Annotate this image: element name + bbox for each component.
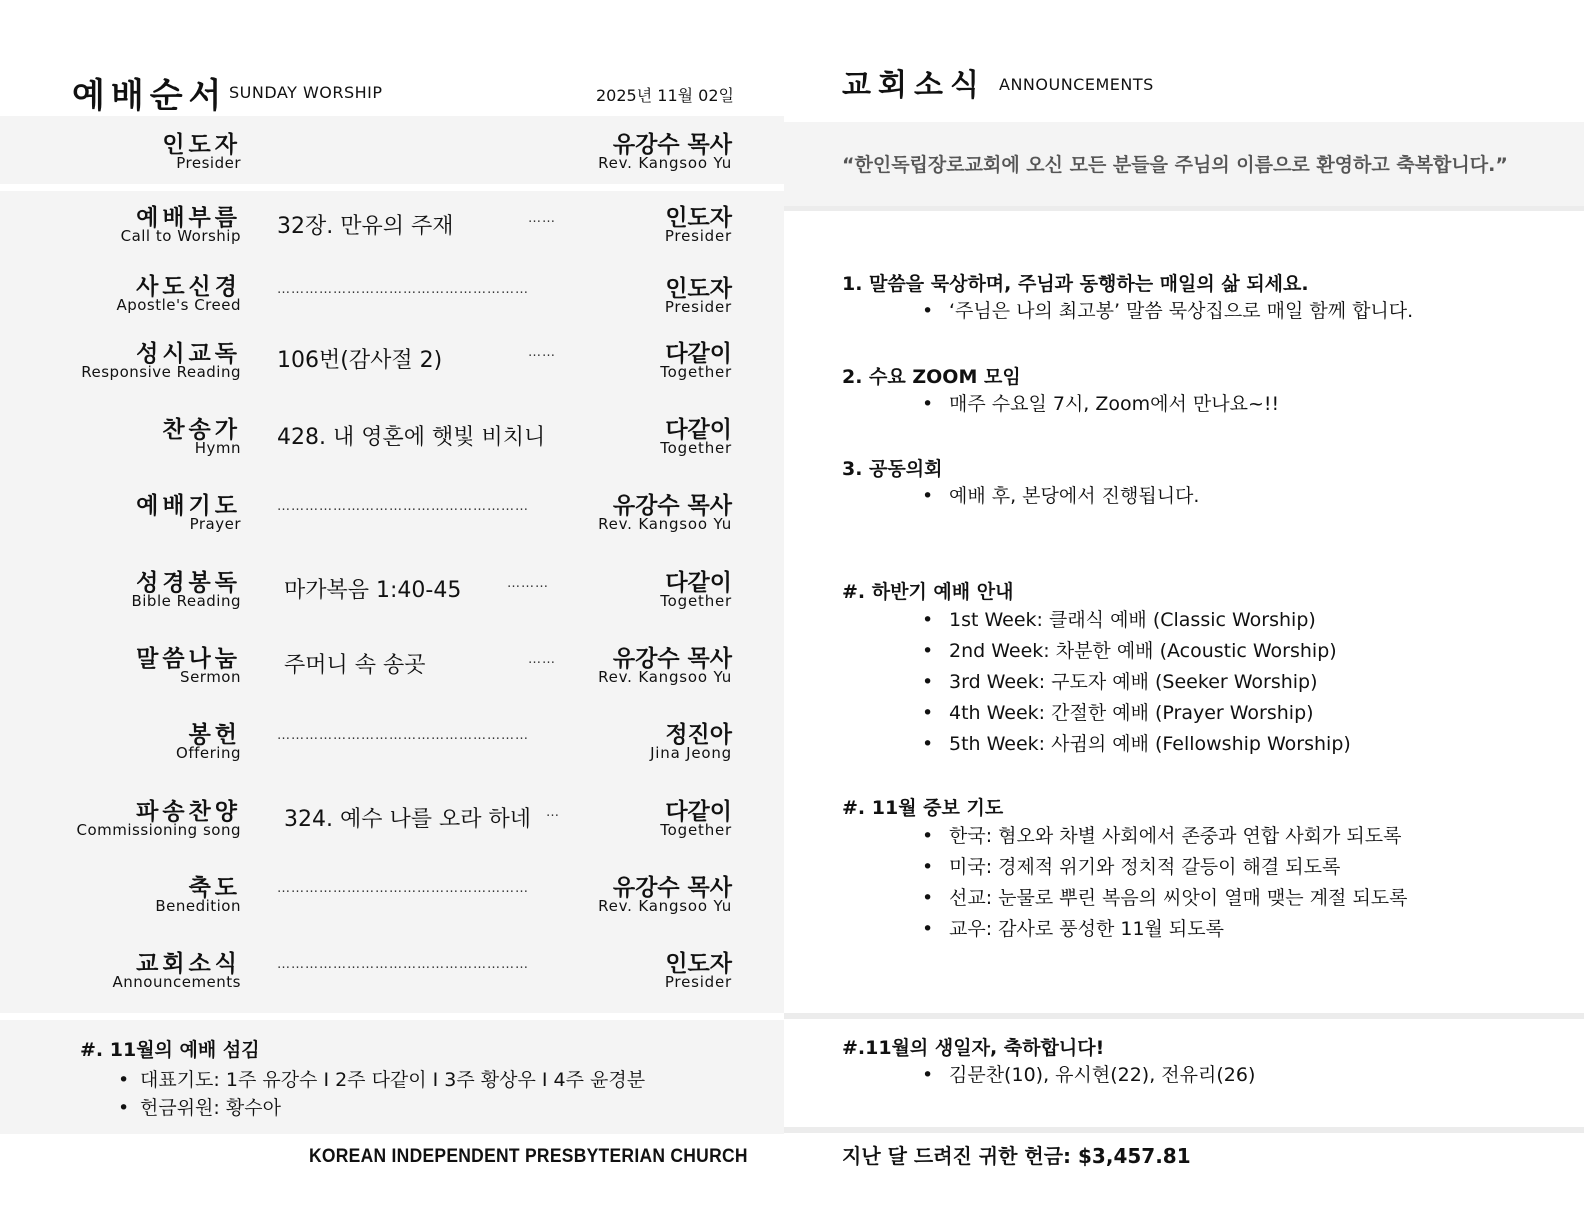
item-name-en: Hymn: [194, 439, 241, 457]
item-leader-ko: 유강수 목사: [612, 646, 732, 672]
item-leader-ko: 다같이: [665, 341, 732, 367]
item-leader-ko: 유강수 목사: [612, 493, 732, 519]
item-leader-en: Together: [660, 592, 732, 610]
announcement-list: [922, 481, 1199, 512]
announcement-item: • ‘주님은 나의 최고봉’ 말씀 묵상집으로 매일 함께 합니다.: [922, 296, 1413, 327]
church-name: KOREAN INDEPENDENT PRESBYTERIAN CHURCH: [309, 1146, 748, 1167]
item-leader-dots: ………………………………………………: [277, 499, 529, 514]
item-name-ko: 축도: [188, 875, 241, 901]
announcement-list: [922, 821, 1408, 945]
item-name-en: Bible Reading: [131, 592, 241, 610]
item-leader-en: Presider: [664, 973, 732, 991]
presider-label-en: Presider: [176, 154, 241, 172]
announcement-item: • 2nd Week: 차분한 예배 (Acoustic Worship): [922, 636, 1351, 667]
item-leader-en: Rev. Kangsoo Yu: [598, 668, 732, 686]
service-line: • 헌금위원: 황수아: [118, 1094, 645, 1122]
item-leader-en: Together: [660, 821, 732, 839]
item-leader-dots: …: [546, 805, 560, 820]
announcement-divider-3: [784, 1127, 1584, 1133]
item-name-ko: 찬송가: [162, 417, 241, 443]
item-leader-en: Rev. Kangsoo Yu: [598, 515, 732, 533]
presider-name-en: Rev. Kangsoo Yu: [598, 154, 732, 172]
presider-label-ko: 인도자: [162, 132, 241, 158]
announcements-title: 교회소식: [842, 68, 986, 103]
announcement-heading: 1. 말씀을 묵상하며, 주님과 동행하는 매일의 삶 되세요.: [842, 273, 1309, 295]
service-list: [118, 1066, 645, 1122]
item-leader-ko: 다같이: [665, 570, 732, 596]
announcement-item: • 4th Week: 간절한 예배 (Prayer Worship): [922, 698, 1351, 729]
item-leader-ko: 유강수 목사: [612, 875, 732, 901]
birthday-item: • 김문찬(10), 유시현(22), 전유리(26): [922, 1060, 1255, 1091]
announcement-item: • 매주 수요일 7시, Zoom에서 만나요~!!: [922, 389, 1279, 420]
item-leader-ko: 인도자: [665, 205, 732, 231]
announcement-item: • 예배 후, 본당에서 진행됩니다.: [922, 481, 1199, 512]
item-leader-dots: ……: [528, 345, 556, 360]
announcement-heading: 2. 수요 ZOOM 모임: [842, 366, 1021, 388]
item-name-en: Announcements: [112, 973, 241, 991]
item-leader-dots: ………………………………………………: [277, 728, 529, 743]
item-name-ko: 예배기도: [136, 493, 241, 519]
item-name-ko: 성시교독: [136, 341, 241, 367]
item-name-en: Apostle's Creed: [116, 296, 241, 314]
announcement-list: [922, 296, 1413, 327]
item-name-ko: 봉헌: [188, 722, 241, 748]
item-leader-en: Together: [660, 439, 732, 457]
item-name-ko: 파송찬양: [136, 799, 241, 825]
item-name-en: Responsive Reading: [81, 363, 241, 381]
item-leader-en: Rev. Kangsoo Yu: [598, 897, 732, 915]
item-name-en: Benedition: [155, 897, 241, 915]
announcement-item: • 3rd Week: 구도자 예배 (Seeker Worship): [922, 667, 1351, 698]
announcement-item: • 5th Week: 사귐의 예배 (Fellowship Worship): [922, 729, 1351, 760]
birthday-list: [922, 1060, 1255, 1091]
item-name-ko: 교회소식: [136, 951, 241, 977]
item-leader-en: Presider: [664, 227, 732, 245]
item-name-en: Offering: [176, 744, 241, 762]
worship-subtitle: SUNDAY WORSHIP: [229, 83, 383, 102]
item-content: 마가복음 1:40-45: [284, 578, 462, 603]
item-name-ko: 사도신경: [136, 274, 241, 300]
worship-date: 2025년 11월 02일: [596, 86, 734, 105]
item-leader-dots: ………………………………………………: [277, 282, 529, 297]
announcement-item: • 미국: 경제적 위기와 정치적 갈등이 해결 되도록: [922, 852, 1408, 883]
item-leader-ko: 정진아: [665, 722, 732, 748]
welcome-message: “한인독립장로교회에 오신 모든 분들을 주님의 이름으로 환영하고 축복합니다.”: [842, 154, 1508, 176]
item-leader-en: Jina Jeong: [650, 744, 732, 762]
announcement-divider-1: [784, 206, 1584, 211]
item-leader-ko: 다같이: [665, 799, 732, 825]
item-leader-dots: ……: [528, 652, 556, 667]
item-name-en: Call to Worship: [120, 227, 241, 245]
item-content: 324. 예수 나를 오라 하네: [284, 807, 531, 832]
item-name-en: Prayer: [189, 515, 241, 533]
announcement-heading: 3. 공동의회: [842, 458, 943, 480]
birthday-heading: #.11월의 생일자, 축하합니다!: [842, 1037, 1105, 1059]
item-content: 106번(감사절 2): [277, 348, 443, 373]
item-leader-ko: 인도자: [665, 276, 732, 302]
item-leader-en: Presider: [664, 298, 732, 316]
item-name-en: Sermon: [180, 668, 241, 686]
presider-name-ko: 유강수 목사: [612, 132, 732, 158]
item-leader-dots: ………………………………………………: [277, 881, 529, 896]
offering-total: 지난 달 드려진 귀한 헌금: $3,457.81: [842, 1144, 1191, 1168]
item-name-en: Commissioning song: [76, 821, 241, 839]
item-leader-dots: ………: [507, 576, 549, 591]
item-content: 428. 내 영혼에 햇빛 비치니: [277, 425, 546, 450]
service-line: • 대표기도: 1주 유강수 I 2주 다같이 I 3주 황상우 I 4주 윤경분: [118, 1066, 645, 1094]
item-leader-dots: ……: [528, 211, 556, 226]
announcement-heading: #. 11월 중보 기도: [842, 797, 1004, 819]
item-leader-ko: 다같이: [665, 417, 732, 443]
announcements-subtitle: ANNOUNCEMENTS: [999, 75, 1154, 94]
announcement-item: • 한국: 혐오와 차별 사회에서 존중과 연합 사회가 되도록: [922, 821, 1408, 852]
service-heading: #. 11월의 예배 섬김: [80, 1039, 260, 1061]
item-leader-ko: 인도자: [665, 951, 732, 977]
announcement-divider-2: [784, 1013, 1584, 1019]
item-name-ko: 성경봉독: [136, 570, 241, 596]
announcement-heading: #. 하반기 예배 안내: [842, 581, 1014, 603]
item-content: 32장. 만유의 주재: [277, 214, 454, 239]
announcement-item: • 선교: 눈물로 뿌린 복음의 씨앗이 열매 맺는 계절 되도록: [922, 883, 1408, 914]
announcement-list: [922, 605, 1351, 760]
announcement-item: • 1st Week: 클래식 예배 (Classic Worship): [922, 605, 1351, 636]
announcement-list: [922, 389, 1279, 420]
worship-title: 예배순서: [72, 76, 228, 116]
item-leader-en: Together: [660, 363, 732, 381]
announcement-item: • 교우: 감사로 풍성한 11월 되도록: [922, 914, 1408, 945]
item-name-ko: 말씀나눔: [136, 646, 241, 672]
item-content: 주머니 속 송곳: [284, 653, 426, 678]
item-name-ko: 예배부름: [136, 205, 241, 231]
item-leader-dots: ………………………………………………: [277, 957, 529, 972]
